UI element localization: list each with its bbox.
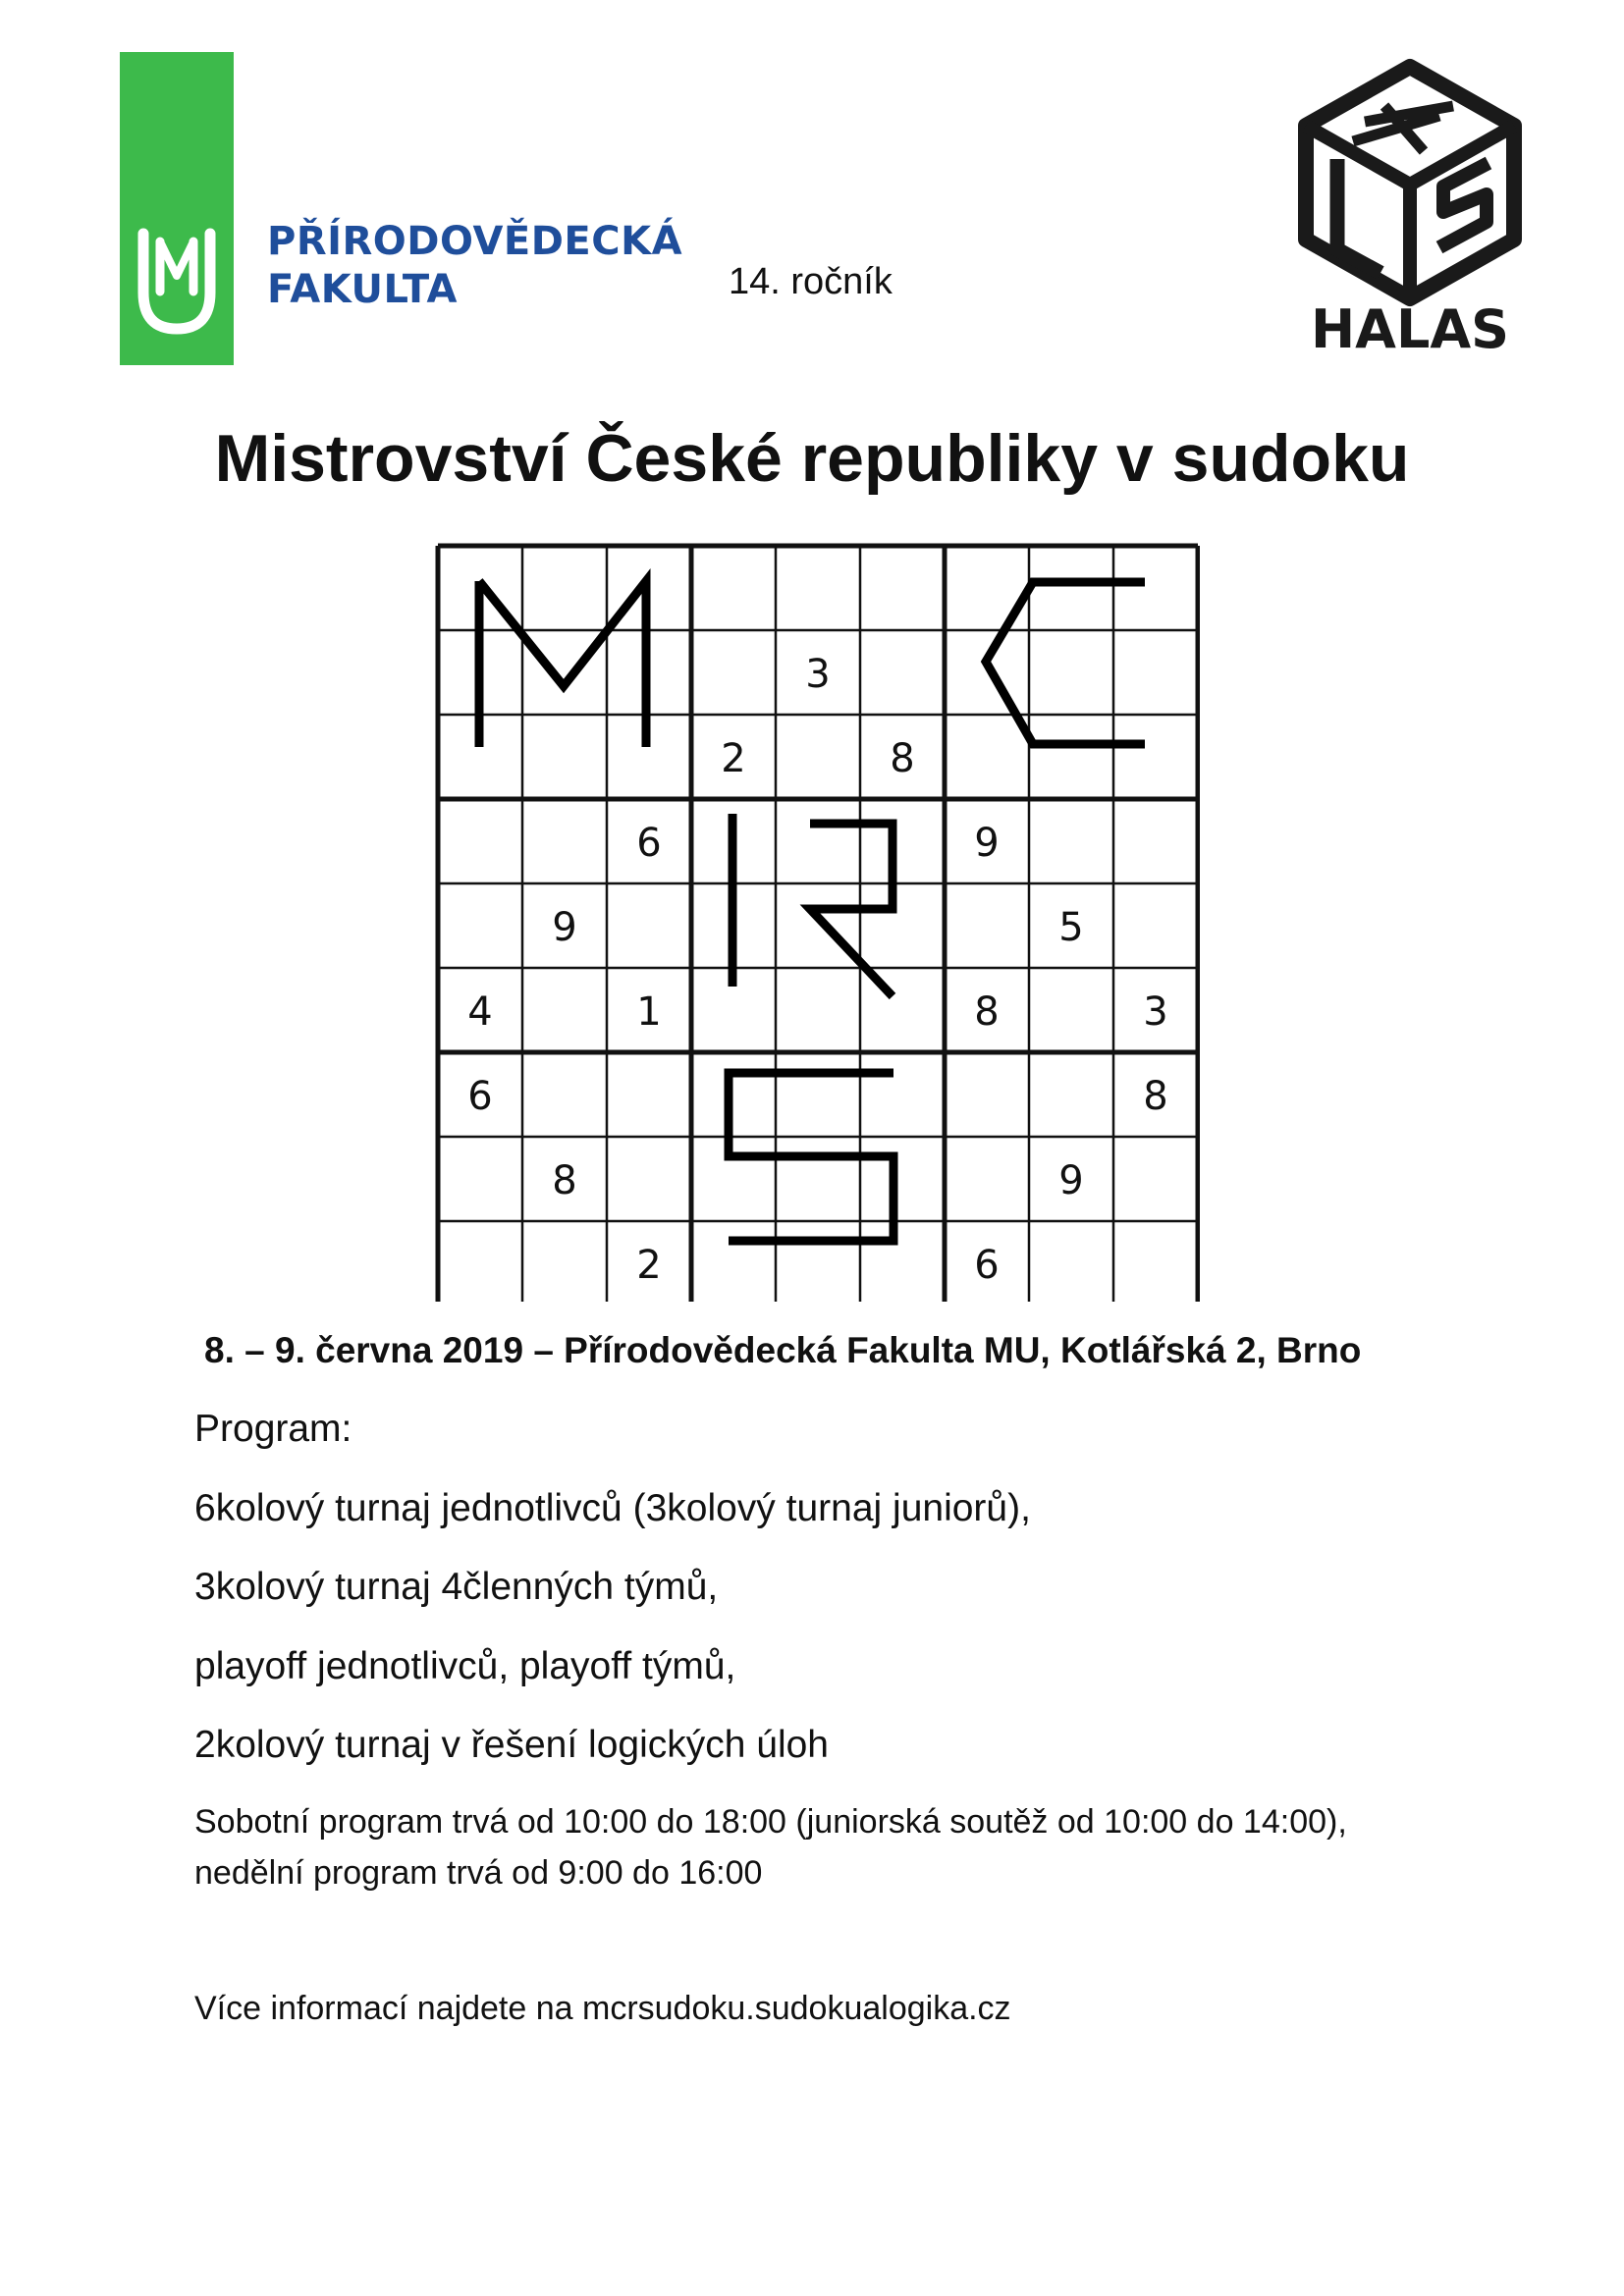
halas-logo bbox=[1296, 57, 1524, 357]
edition-label: 14. ročník bbox=[729, 261, 893, 302]
program-item: 3kolový turnaj 4členných týmů, bbox=[194, 1566, 719, 1608]
sudoku-grid bbox=[428, 536, 1200, 1302]
program-item: 6kolový turnaj jednotlivců (3kolový turnaj juniorů), bbox=[194, 1487, 1031, 1529]
letter-m bbox=[479, 581, 646, 747]
schedule-sunday: nedělní program trvá od 9:00 do 16:00 bbox=[194, 1854, 763, 1892]
sudoku-given-digit: 1 bbox=[636, 989, 662, 1035]
sudoku-given-digit: 9 bbox=[974, 821, 1000, 866]
more-info: Více informací najdete na mcrsudoku.sudokualogika.cz bbox=[194, 1990, 1011, 2027]
sudoku-given-digit: 6 bbox=[974, 1243, 1000, 1288]
sudoku-given-digit: 6 bbox=[467, 1074, 493, 1119]
faculty-name bbox=[267, 218, 682, 314]
program-heading: Program: bbox=[194, 1408, 352, 1450]
sudoku-given-digit: 3 bbox=[1143, 989, 1168, 1035]
sudoku-given-digit: 8 bbox=[890, 736, 915, 781]
sudoku-given-digit: 2 bbox=[636, 1243, 662, 1288]
letter-r bbox=[810, 824, 893, 996]
sudoku-given-digit: 8 bbox=[1143, 1074, 1168, 1119]
sudoku-given-digit: 4 bbox=[467, 989, 493, 1035]
faculty-logo bbox=[120, 52, 234, 365]
halas-cube-icon bbox=[1296, 57, 1524, 357]
letter-c bbox=[986, 582, 1145, 744]
sudoku-given-digit: 8 bbox=[552, 1158, 577, 1203]
faculty-name-line1: PŘÍRODOVĚDECKÁ bbox=[267, 219, 683, 264]
faculty-name-line2: FAKULTA bbox=[267, 267, 458, 312]
sudoku-given-digit: 9 bbox=[1058, 1158, 1084, 1203]
sudoku-given-digit: 2 bbox=[721, 736, 746, 781]
sudoku-given-digit: 5 bbox=[1058, 905, 1084, 950]
sudoku-svg bbox=[428, 536, 1200, 1302]
sudoku-given-digit: 8 bbox=[974, 989, 1000, 1035]
sudoku-given-digit: 3 bbox=[805, 652, 831, 697]
schedule-saturday: Sobotní program trvá od 10:00 do 18:00 (juniorská soutěž od 10:00 do 14:00), bbox=[194, 1803, 1347, 1841]
program-item: playoff jednotlivců, playoff týmů, bbox=[194, 1645, 736, 1687]
page-title: Mistrovství České republiky v sudoku bbox=[214, 421, 1410, 496]
sudoku-given-digit: 6 bbox=[636, 821, 662, 866]
event-info: 8. – 9. června 2019 – Přírodovědecká Fakulta MU, Kotlářská 2, Brno bbox=[204, 1330, 1362, 1370]
halas-text: HALAS bbox=[1310, 298, 1510, 357]
letter-s bbox=[729, 1073, 893, 1241]
muni-logo-icon bbox=[120, 52, 234, 365]
program-item: 2kolový turnaj v řešení logických úloh bbox=[194, 1724, 829, 1766]
sudoku-given-digit: 9 bbox=[552, 905, 577, 950]
